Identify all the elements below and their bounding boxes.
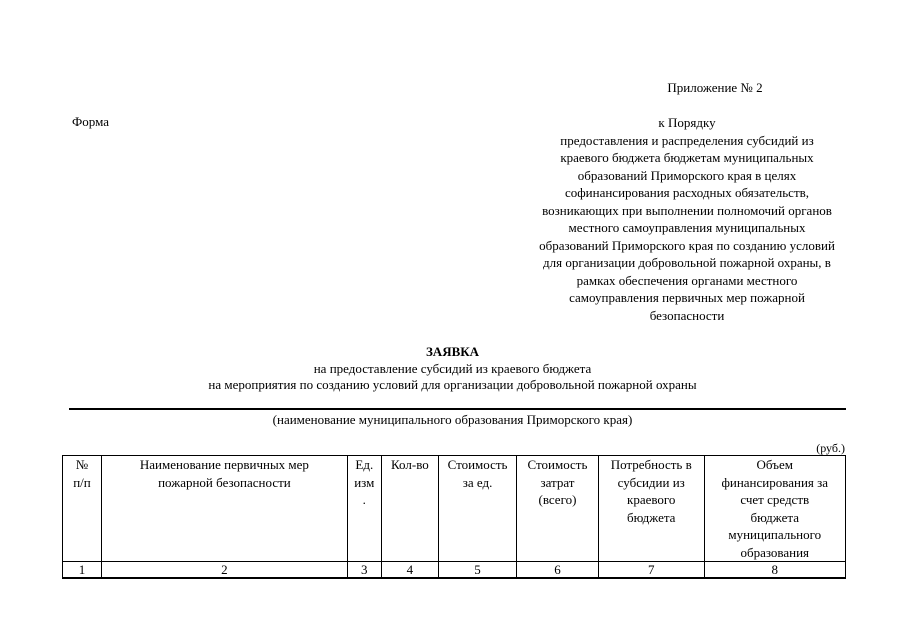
- order-line: предоставления и распределения субсидий из: [560, 132, 814, 148]
- column-number: 5: [439, 562, 517, 579]
- column-number: 7: [598, 562, 704, 579]
- order-line: безопасности: [649, 307, 725, 323]
- order-line: образований Приморского края в целях: [577, 167, 797, 183]
- form-label: Форма: [72, 114, 109, 129]
- order-line: для организации добровольной пожарной охраны, в: [543, 255, 831, 270]
- header-cell-quantity: Кол-во: [381, 456, 438, 562]
- order-line: софинансирования расходных обязательств,: [564, 185, 810, 200]
- header-cell-measures: Наименование первичных мер пожарной безопасности: [101, 456, 347, 562]
- header-cell-unit: Ед. изм .: [347, 456, 381, 562]
- header-cell-number: № п/п: [63, 456, 102, 562]
- document-subtitle-1: на предоставление субсидий из краевого бюджета: [313, 361, 592, 376]
- order-reference: [512, 114, 862, 324]
- currency-note: (руб.): [816, 441, 845, 455]
- column-number: 6: [516, 562, 598, 579]
- header-cell-municipal-funding: Объем финансирования за счет средств бюджета муниципального образования: [704, 456, 846, 562]
- column-number: 1: [63, 562, 102, 579]
- header-cell-subsidy-need: Потребность в субсидии из краевого бюджета: [598, 456, 704, 562]
- appendix-title: Приложение № 2: [667, 80, 763, 95]
- table-header-row: [63, 456, 846, 562]
- table-column-numbers-row: [63, 562, 846, 579]
- document-subtitle-2: на мероприятия по созданию условий для организации добровольной пожарной охраны: [208, 377, 697, 392]
- column-number: 8: [704, 562, 846, 579]
- document-title: ЗАЯВКА: [425, 344, 480, 359]
- header-cell-total-cost: Стоимость затрат (всего): [516, 456, 598, 562]
- order-line: краевого бюджета бюджетам муниципальных: [560, 150, 814, 165]
- order-line: местного самоуправления муниципальных: [568, 220, 806, 235]
- municipality-name-caption: (наименование муниципального образования Приморского края): [272, 412, 633, 427]
- column-number: 3: [347, 562, 381, 579]
- order-line: самоуправления первичных мер пожарной: [569, 290, 805, 305]
- header-cell-unit-cost: Стоимость за ед.: [439, 456, 517, 562]
- column-number: 2: [101, 562, 347, 579]
- order-line: образований Приморского края по созданию условий: [539, 237, 835, 253]
- order-line: рамках обеспечения органами местного: [576, 272, 798, 288]
- order-line: к Порядку: [658, 115, 716, 130]
- column-number: 4: [381, 562, 438, 579]
- order-line: возникающих при выполнении полномочий органов: [542, 202, 832, 218]
- application-table: [62, 455, 846, 579]
- municipality-name-line: [69, 408, 846, 410]
